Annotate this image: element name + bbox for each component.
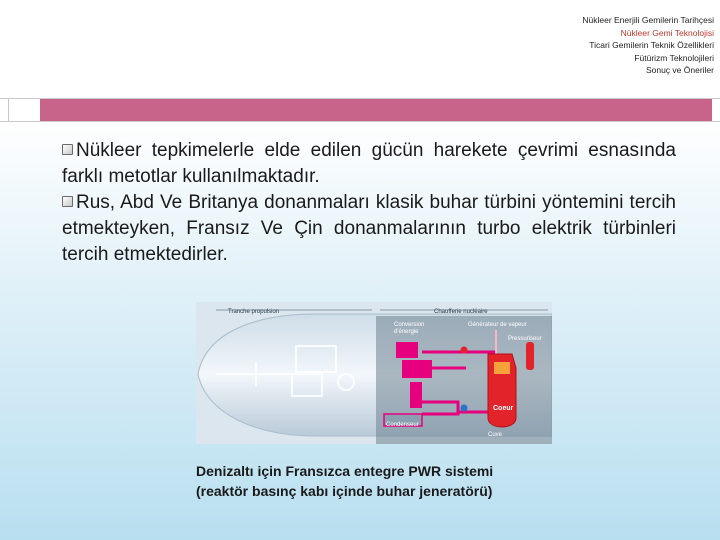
figure-caption bbox=[196, 461, 616, 501]
section-nav bbox=[414, 14, 714, 77]
bullet-text-1: Nükleer tepkimelerle elde edilen gücün harekete çevrimi esnasında farklı metotlar kullanılmaktadır. bbox=[62, 140, 676, 187]
bullet-text-2: Rus, Abd Ve Britanya donanmaları klasik buhar türbini yöntemini tercih etmekteyken, Fransız Ve Çin donanmalarının turbo elektrik türbinleri tercih etmektedirler. bbox=[62, 192, 676, 265]
label-chaufferie: Chaufferie nucléaire bbox=[434, 309, 488, 315]
nav-item-history[interactable]: Nükleer Enerjili Gemilerin Tarihçesi bbox=[582, 15, 714, 25]
steam-generator-core bbox=[494, 362, 510, 374]
nav-item-futurism[interactable]: Fütürizm Teknolojileri bbox=[634, 52, 714, 63]
label-condenseur: Condenseur bbox=[386, 422, 419, 428]
bullet-square-icon bbox=[62, 144, 73, 155]
label-energie: d'énergie bbox=[394, 329, 419, 335]
label-coeur: Coeur bbox=[493, 405, 514, 412]
valve-marker-2 bbox=[461, 405, 468, 412]
body-text bbox=[62, 138, 676, 268]
label-conversion: Conversion bbox=[394, 322, 425, 328]
pwr-diagram-svg bbox=[196, 302, 552, 444]
label-cuve: Cuve bbox=[488, 432, 503, 438]
caption-line-2: (reaktör basınç kabı içinde buhar jeneratörü) bbox=[196, 483, 493, 499]
label-pressuriseur: Pressuriseur bbox=[508, 336, 542, 342]
title-divider bbox=[0, 98, 720, 122]
divider-line-bottom bbox=[0, 121, 720, 122]
label-generateur: Générateur de vapeur bbox=[468, 322, 527, 328]
pwr-diagram bbox=[196, 302, 552, 444]
pressurizer bbox=[526, 342, 534, 370]
bullet-paragraph-2 bbox=[62, 190, 676, 268]
nav-item-conclusion[interactable]: Sonuç ve Öneriler bbox=[645, 65, 714, 75]
turbine-shaft bbox=[410, 382, 422, 408]
bullet-square-icon bbox=[62, 196, 73, 207]
nav-item-technical-features[interactable]: Ticari Gemilerin Teknik Özellikleri bbox=[589, 40, 714, 50]
valve-marker-1 bbox=[461, 347, 468, 354]
accent-bar bbox=[40, 99, 712, 121]
bullet-paragraph-1 bbox=[62, 138, 676, 190]
label-tranche-propulsion: Tranche propulsion bbox=[228, 309, 280, 315]
nav-item-ship-technology[interactable]: Nükleer Gemi Teknolojisi bbox=[620, 27, 714, 38]
caption-line-1: Denizaltı için Fransızca entegre PWR sistemi bbox=[196, 463, 494, 479]
turbine-block bbox=[396, 342, 418, 358]
divider-tab bbox=[0, 99, 9, 121]
